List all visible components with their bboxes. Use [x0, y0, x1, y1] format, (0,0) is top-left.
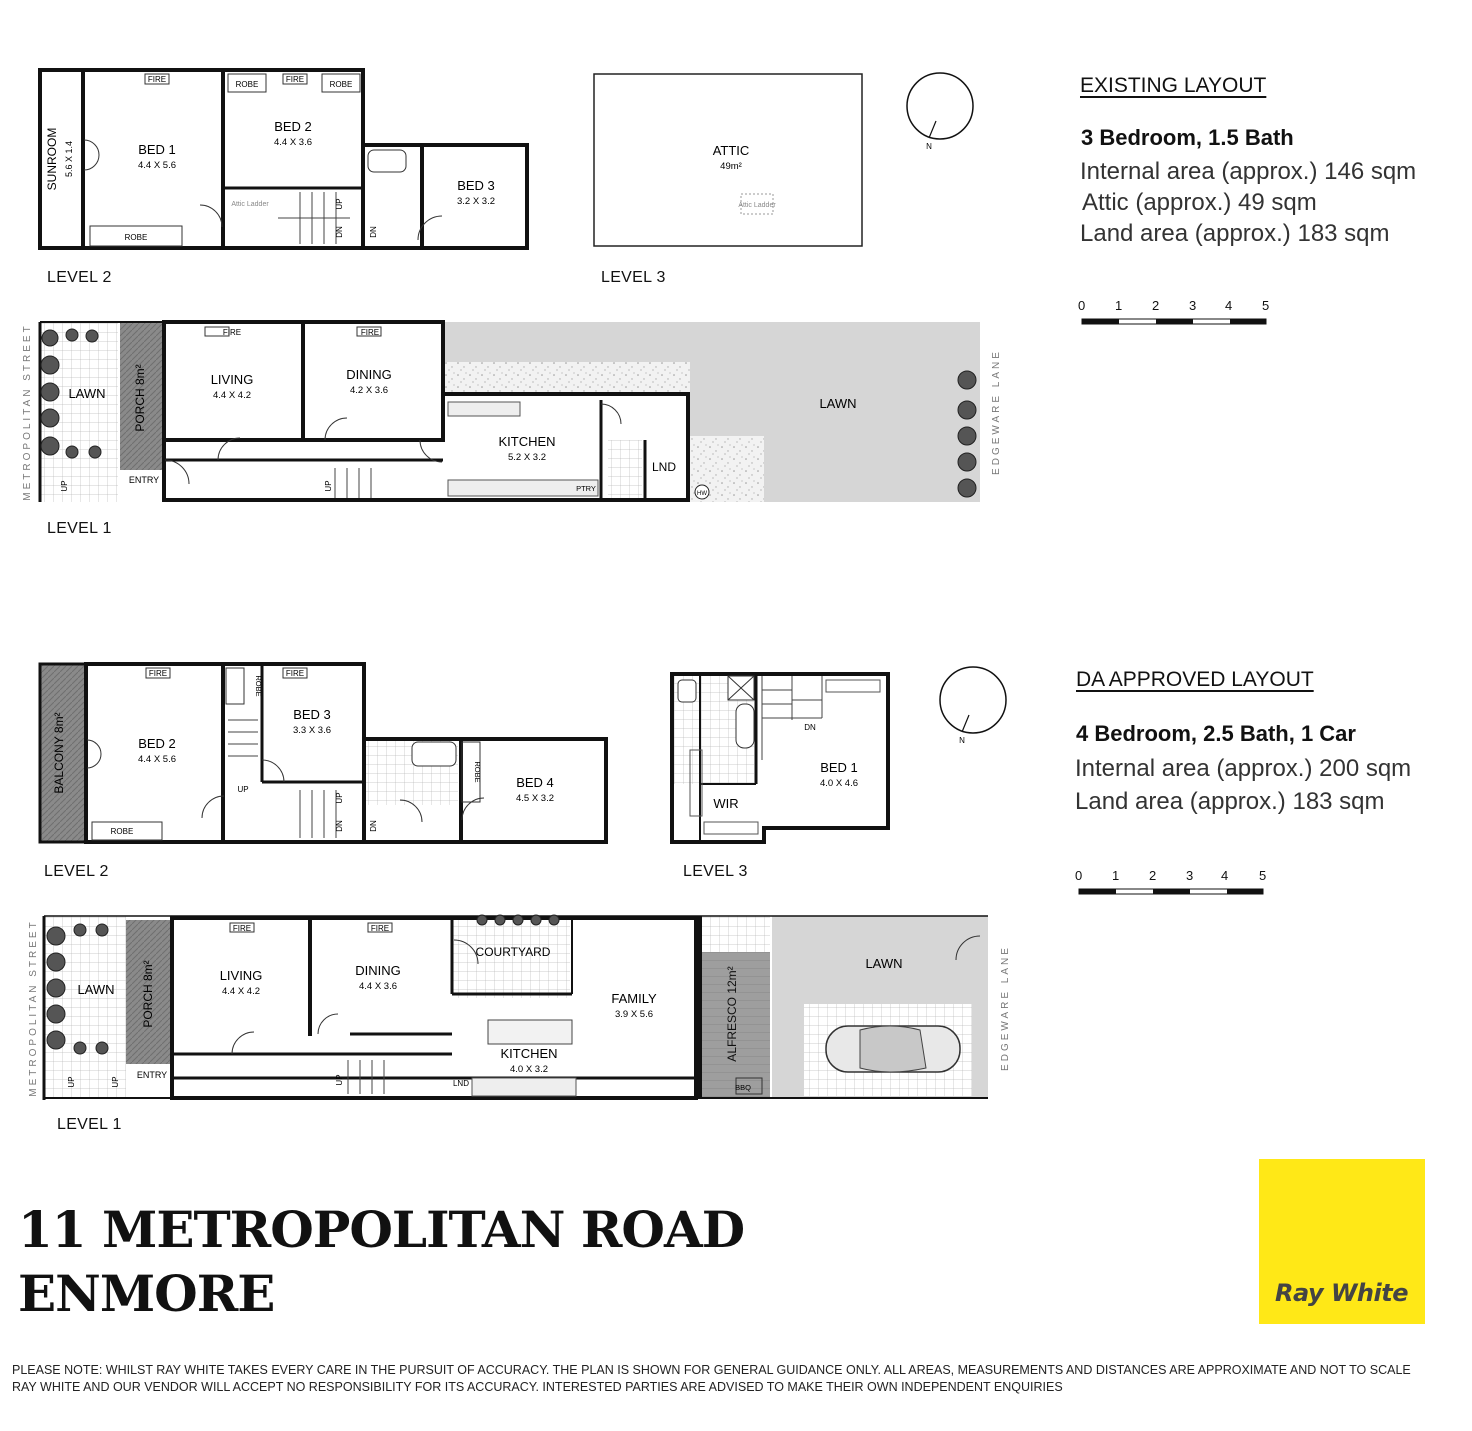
existing-north-label: N — [926, 142, 932, 151]
existing-level3-label: LEVEL 3 — [601, 269, 666, 286]
existing-l2-sunroom-dim: 5.6 X 1.4 — [64, 140, 74, 178]
ray-white-logo-text: Ray White — [1275, 1279, 1408, 1307]
approved-l2-bed2-label: BED 2 — [138, 736, 176, 751]
approved-scale-0: 0 — [1075, 868, 1083, 883]
existing-l3-attic-label: ATTIC — [712, 143, 750, 158]
approved-l1-bbq: BBQ — [735, 1083, 751, 1092]
existing-l1-fire-1: FIRE — [222, 328, 242, 337]
disclaimer-line-1: PLEASE NOTE: WHILST RAY WHITE TAKES EVERY CARE IN THE PURSUIT OF ACCURACY. THE PLAN IS SHOWN FOR GENERAL GUIDANCE ONLY. ALL AREAS, MEASUREMENTS AND DISTANCES ARE APPROXIMATE AND NOT TO SCALE — [12, 1363, 1411, 1377]
approved-level2-plan — [40, 664, 606, 842]
existing-l2-bed3-dim: 3.2 X 3.2 — [456, 196, 496, 207]
approved-l3-dn: DN — [804, 723, 816, 732]
existing-l1-lane-label: EDGEWARE LANE — [991, 349, 1002, 475]
approved-scale-5: 5 — [1259, 868, 1267, 883]
existing-layout-heading: EXISTING LAYOUT — [1080, 74, 1267, 97]
approved-level1-label: LEVEL 1 — [57, 1116, 122, 1133]
existing-l1-living-dim: 4.4 X 4.2 — [212, 390, 252, 401]
existing-l1-dining: DINING — [346, 367, 392, 382]
existing-l2-fire-1: FIRE — [147, 75, 167, 84]
approved-l2-bed3-dim: 3.3 X 3.6 — [292, 725, 332, 736]
approved-l2-fire-1: FIRE — [148, 669, 168, 678]
disclaimer-line-2: RAY WHITE AND OUR VENDOR WILL ACCEPT NO RESPONSIBILITY FOR ITS ACCURACY. INTERESTED PARTIES ARE ADVISED TO MAKE THEIR OWN INDEPENDENT ENQUIRIES — [12, 1380, 1063, 1394]
existing-scale-bar — [1082, 319, 1266, 324]
existing-l2-bed1-label: BED 1 — [138, 142, 176, 157]
existing-level2-plan — [40, 70, 527, 248]
approved-l1-fire-1: FIRE — [232, 924, 252, 933]
existing-l1-fire-2: FIRE — [360, 328, 380, 337]
approved-l2-dn-2: DN — [369, 820, 378, 832]
existing-l3-attic-ladder: Attic Ladder — [738, 202, 776, 209]
approved-internal-area: Internal area (approx.) 200 sqm — [1075, 755, 1412, 782]
existing-l1-lnd: LND — [651, 460, 677, 474]
approved-l1-kitchen-dim: 4.0 X 3.2 — [509, 1064, 549, 1075]
existing-land-area: Land area (approx.) 183 sqm — [1080, 220, 1390, 247]
existing-summary: 3 Bedroom, 1.5 Bath — [1081, 125, 1294, 150]
existing-scale-1: 1 — [1115, 298, 1123, 313]
existing-internal-area: Internal area (approx.) 146 sqm — [1080, 158, 1417, 185]
approved-l2-robe-1: ROBE — [110, 827, 134, 836]
existing-scale-0: 0 — [1078, 298, 1086, 313]
approved-summary: 4 Bedroom, 2.5 Bath, 1 Car — [1076, 721, 1356, 746]
approved-l1-up-2: UP — [67, 1076, 76, 1088]
existing-l2-robe-1: ROBE — [235, 80, 259, 89]
existing-l1-entry: ENTRY — [128, 475, 160, 485]
approved-l1-lawn-front: LAWN — [77, 982, 115, 997]
approved-l1-up-1: UP — [335, 1074, 344, 1086]
approved-scale-bar — [1079, 889, 1263, 894]
existing-l1-ptry: PTRY — [576, 484, 596, 493]
existing-l2-bed2-dim: 4.4 X 3.6 — [273, 137, 313, 148]
existing-l1-lawn-back: LAWN — [819, 396, 857, 411]
approved-level3-plan — [672, 674, 888, 842]
ray-white-logo — [1259, 1159, 1425, 1324]
existing-l1-street-label: METROPOLITAN STREET — [22, 323, 33, 501]
approved-scale-2: 2 — [1149, 868, 1157, 883]
approved-land-area: Land area (approx.) 183 sqm — [1075, 788, 1385, 815]
existing-scale-2: 2 — [1152, 298, 1160, 313]
existing-north-arrow-icon — [907, 73, 973, 139]
approved-l2-up-2: UP — [335, 792, 344, 804]
approved-l2-robe-3: ROBE — [473, 761, 482, 783]
existing-l1-porch: PORCH 8m² — [133, 364, 147, 432]
approved-l1-up-3: UP — [111, 1076, 120, 1088]
approved-scale-3: 3 — [1186, 868, 1194, 883]
approved-l2-dn-1: DN — [335, 820, 344, 832]
approved-l1-dining-dim: 4.4 X 3.6 — [358, 981, 398, 992]
approved-l1-lnd: LND — [452, 1079, 470, 1088]
approved-l1-living-dim: 4.4 X 4.2 — [221, 986, 261, 997]
approved-l2-bed2-dim: 4.4 X 5.6 — [137, 754, 177, 765]
address-line-2: ENMORE — [18, 1264, 275, 1323]
existing-scale-3: 3 — [1189, 298, 1197, 313]
existing-l1-kitchen-dim: 5.2 X 3.2 — [507, 452, 547, 463]
approved-l1-fire-2: FIRE — [370, 924, 390, 933]
existing-l2-dn-2: DN — [369, 226, 378, 238]
existing-l2-bed2-label: BED 2 — [274, 119, 312, 134]
existing-l2-bed3-label: BED 3 — [457, 178, 495, 193]
existing-scale-5: 5 — [1262, 298, 1270, 313]
existing-l1-up-2: UP — [60, 480, 69, 492]
approved-l3-bed1-dim: 4.0 X 4.6 — [819, 778, 859, 789]
approved-scale-1: 1 — [1112, 868, 1120, 883]
approved-l1-living: LIVING — [219, 968, 263, 983]
existing-l3-attic-outline — [594, 74, 862, 246]
existing-l1-dining-dim: 4.2 X 3.6 — [349, 385, 389, 396]
approved-l2-fire-2: FIRE — [285, 669, 305, 678]
existing-l1-hw: HW — [697, 491, 707, 497]
existing-l1-lawn-front: LAWN — [68, 386, 106, 401]
approved-level3-label: LEVEL 3 — [683, 863, 748, 880]
approved-l1-street-label: METROPOLITAN STREET — [28, 919, 39, 1097]
approved-l2-bed4-dim: 4.5 X 3.2 — [515, 793, 555, 804]
approved-l2-bed4-label: BED 4 — [516, 775, 554, 790]
existing-l2-attic-ladder: Attic Ladder — [231, 201, 269, 208]
approved-l1-dining: DINING — [355, 963, 401, 978]
existing-l2-dn-1: DN — [335, 226, 344, 238]
approved-scale-4: 4 — [1221, 868, 1229, 883]
existing-level2-label: LEVEL 2 — [47, 269, 112, 286]
car-icon — [826, 1026, 960, 1072]
existing-l2-robe-2: ROBE — [329, 80, 353, 89]
approved-l1-family-dim: 3.9 X 5.6 — [614, 1009, 654, 1020]
existing-level1-plan — [40, 322, 980, 502]
approved-l1-courtyard: COURTYARD — [475, 945, 551, 959]
approved-north-label: N — [959, 736, 965, 745]
existing-l2-robe-3: ROBE — [124, 233, 148, 242]
existing-scale-4: 4 — [1225, 298, 1233, 313]
approved-l1-porch: PORCH 8m² — [141, 960, 155, 1028]
approved-north-arrow-icon — [940, 667, 1006, 733]
existing-l1-living: LIVING — [210, 372, 254, 387]
approved-l1-lane-label: EDGEWARE LANE — [1000, 945, 1011, 1071]
existing-l2-sunroom-label: SUNROOM — [45, 127, 59, 191]
existing-l2-bed1-dim: 4.4 X 5.6 — [137, 160, 177, 171]
approved-l3-bed1-label: BED 1 — [820, 760, 858, 775]
approved-l2-up-1: UP — [237, 785, 249, 794]
approved-l1-kitchen: KITCHEN — [500, 1046, 558, 1061]
approved-l2-robe-2: ROBE — [254, 675, 263, 697]
approved-l1-entry: ENTRY — [136, 1070, 168, 1080]
approved-level2-label: LEVEL 2 — [44, 863, 109, 880]
existing-l2-fire-2: FIRE — [285, 75, 305, 84]
address-line-1: 11 METROPOLITAN ROAD — [18, 1200, 745, 1259]
existing-l3-attic-area: 49m² — [720, 161, 742, 172]
existing-attic-area: Attic (approx.) 49 sqm — [1082, 189, 1317, 216]
existing-l1-kitchen: KITCHEN — [498, 434, 556, 449]
existing-l1-up: UP — [324, 480, 333, 492]
approved-l3-wir: WIR — [713, 796, 739, 811]
approved-l1-lawn-back: LAWN — [865, 956, 903, 971]
approved-layout-heading: DA APPROVED LAYOUT — [1076, 668, 1314, 691]
approved-l2-bed3-label: BED 3 — [293, 707, 331, 722]
existing-level1-label: LEVEL 1 — [47, 520, 112, 537]
existing-l2-up: UP — [335, 198, 344, 210]
approved-l1-alfresco: ALFRESCO 12m² — [725, 966, 739, 1062]
approved-l1-family: FAMILY — [611, 991, 657, 1006]
approved-l2-balcony: BALCONY 8m² — [52, 712, 66, 794]
